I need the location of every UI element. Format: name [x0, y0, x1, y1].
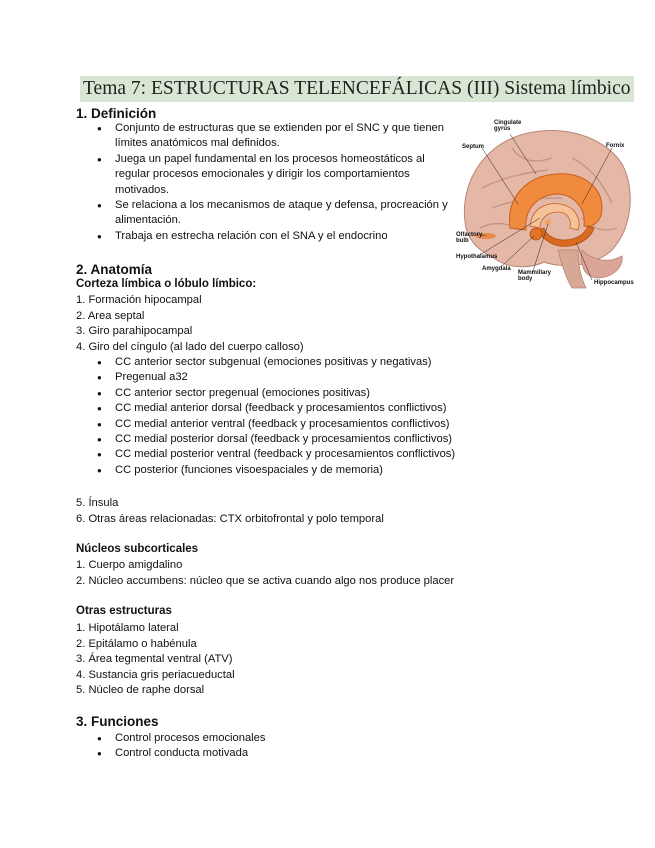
list-item: 3. Área tegmental ventral (ATV)	[76, 653, 233, 665]
list-item: 5. Núcleo de raphe dorsal	[76, 684, 205, 696]
list-item: ● CC medial posterior dorsal (feedback y procesamientos conflictivos)	[97, 432, 455, 447]
list-item: ● CC medial anterior ventral (feedback y procesamientos conflictivos)	[97, 417, 455, 432]
label-amygdala: Amygdala	[482, 266, 511, 272]
label-septum: Septum	[462, 144, 485, 150]
nucleos-list	[76, 558, 454, 589]
label-fornix: Fornix	[606, 143, 625, 149]
funciones-list	[97, 731, 266, 762]
label-cingulate	[494, 120, 522, 132]
list-item: ● Juega un papel fundamental en los procesos homeostáticos al regular procesos emocionales y dirigir los comportamientos motivados.	[97, 152, 449, 198]
definicion-heading: 1. Definición	[76, 106, 157, 121]
list-item: ● Control procesos emocionales	[97, 731, 266, 746]
list-item: 6. Otras áreas relacionadas: CTX orbitofrontal y polo temporal	[76, 512, 384, 525]
label-hippocampus: Hippocampus	[594, 280, 634, 286]
list-item: ● Trabaja en estrecha relación con el SNA y el endocrino	[97, 229, 449, 244]
anatomia-heading: 2. Anatomía	[76, 262, 153, 277]
corteza-list-continued	[76, 496, 384, 527]
list-item: ● Conjunto de estructuras que se extienden por el SNC y que tienen límites anatómicos mal definidos.	[97, 121, 449, 152]
list-item: 4. Giro del cíngulo (al lado del cuerpo calloso)	[76, 340, 304, 353]
page-title: Tema 7: ESTRUCTURAS TELENCEFÁLICAS (III) Sistema límbico	[80, 76, 634, 102]
list-item: ● CC anterior sector subgenual (emociones positivas y negativas)	[97, 355, 455, 370]
label-cingulate-1: Cingulate	[494, 120, 522, 126]
list-item: 2. Núcleo accumbens: núcleo que se activa cuando algo nos produce placer	[76, 574, 455, 587]
label-olfactory-1: Olfactory	[456, 232, 483, 238]
otras-list	[76, 621, 235, 699]
list-item: ● Pregenual a32	[97, 370, 455, 385]
list-item: ● CC posterior (funciones visoespaciales y de memoria)	[97, 463, 455, 478]
list-item: 2. Area septal	[76, 309, 145, 322]
list-item: 2. Epitálamo o habénula	[76, 637, 197, 650]
list-item: ● Control conducta motivada	[97, 746, 266, 761]
list-item: 5. Ínsula	[76, 497, 119, 509]
limbic-system-figure	[452, 118, 638, 290]
label-olfactory-2: bulb	[456, 238, 469, 244]
list-item: ● Se relaciona a los mecanismos de ataque y defensa, procreación y alimentación.	[97, 198, 449, 229]
list-item: 1. Formación hipocampal	[76, 294, 202, 306]
otras-subheading: Otras estructuras	[76, 605, 172, 617]
list-item: 1. Cuerpo amigdalino	[76, 559, 183, 571]
list-item: ● CC medial anterior dorsal (feedback y procesamientos conflictivos)	[97, 401, 455, 416]
list-item: 3. Giro parahipocampal	[76, 325, 193, 337]
label-cingulate-2: gyrus	[494, 126, 511, 132]
cingulo-bullet-list	[97, 355, 455, 478]
label-mammillary-1: Mammillary	[518, 270, 552, 276]
list-item: ● CC medial posterior ventral (feedback y procesamientos conflictivos)	[97, 447, 455, 462]
funciones-heading: 3. Funciones	[76, 714, 159, 729]
label-hypothalamus: Hypothalamus	[456, 254, 498, 260]
list-item: ● CC anterior sector pregenual (emociones positivas)	[97, 386, 455, 401]
label-mammillary-2: body	[518, 276, 533, 282]
label-mammillary	[518, 270, 552, 282]
nucleos-subheading: Núcleos subcorticales	[76, 543, 199, 555]
definicion-list	[97, 121, 449, 244]
corteza-list	[76, 293, 304, 355]
corteza-subheading: Corteza límbica o lóbulo límbico:	[76, 278, 257, 290]
list-item: 1. Hipotálamo lateral	[76, 622, 179, 634]
list-item: 4. Sustancia gris periacueductal	[76, 668, 235, 681]
